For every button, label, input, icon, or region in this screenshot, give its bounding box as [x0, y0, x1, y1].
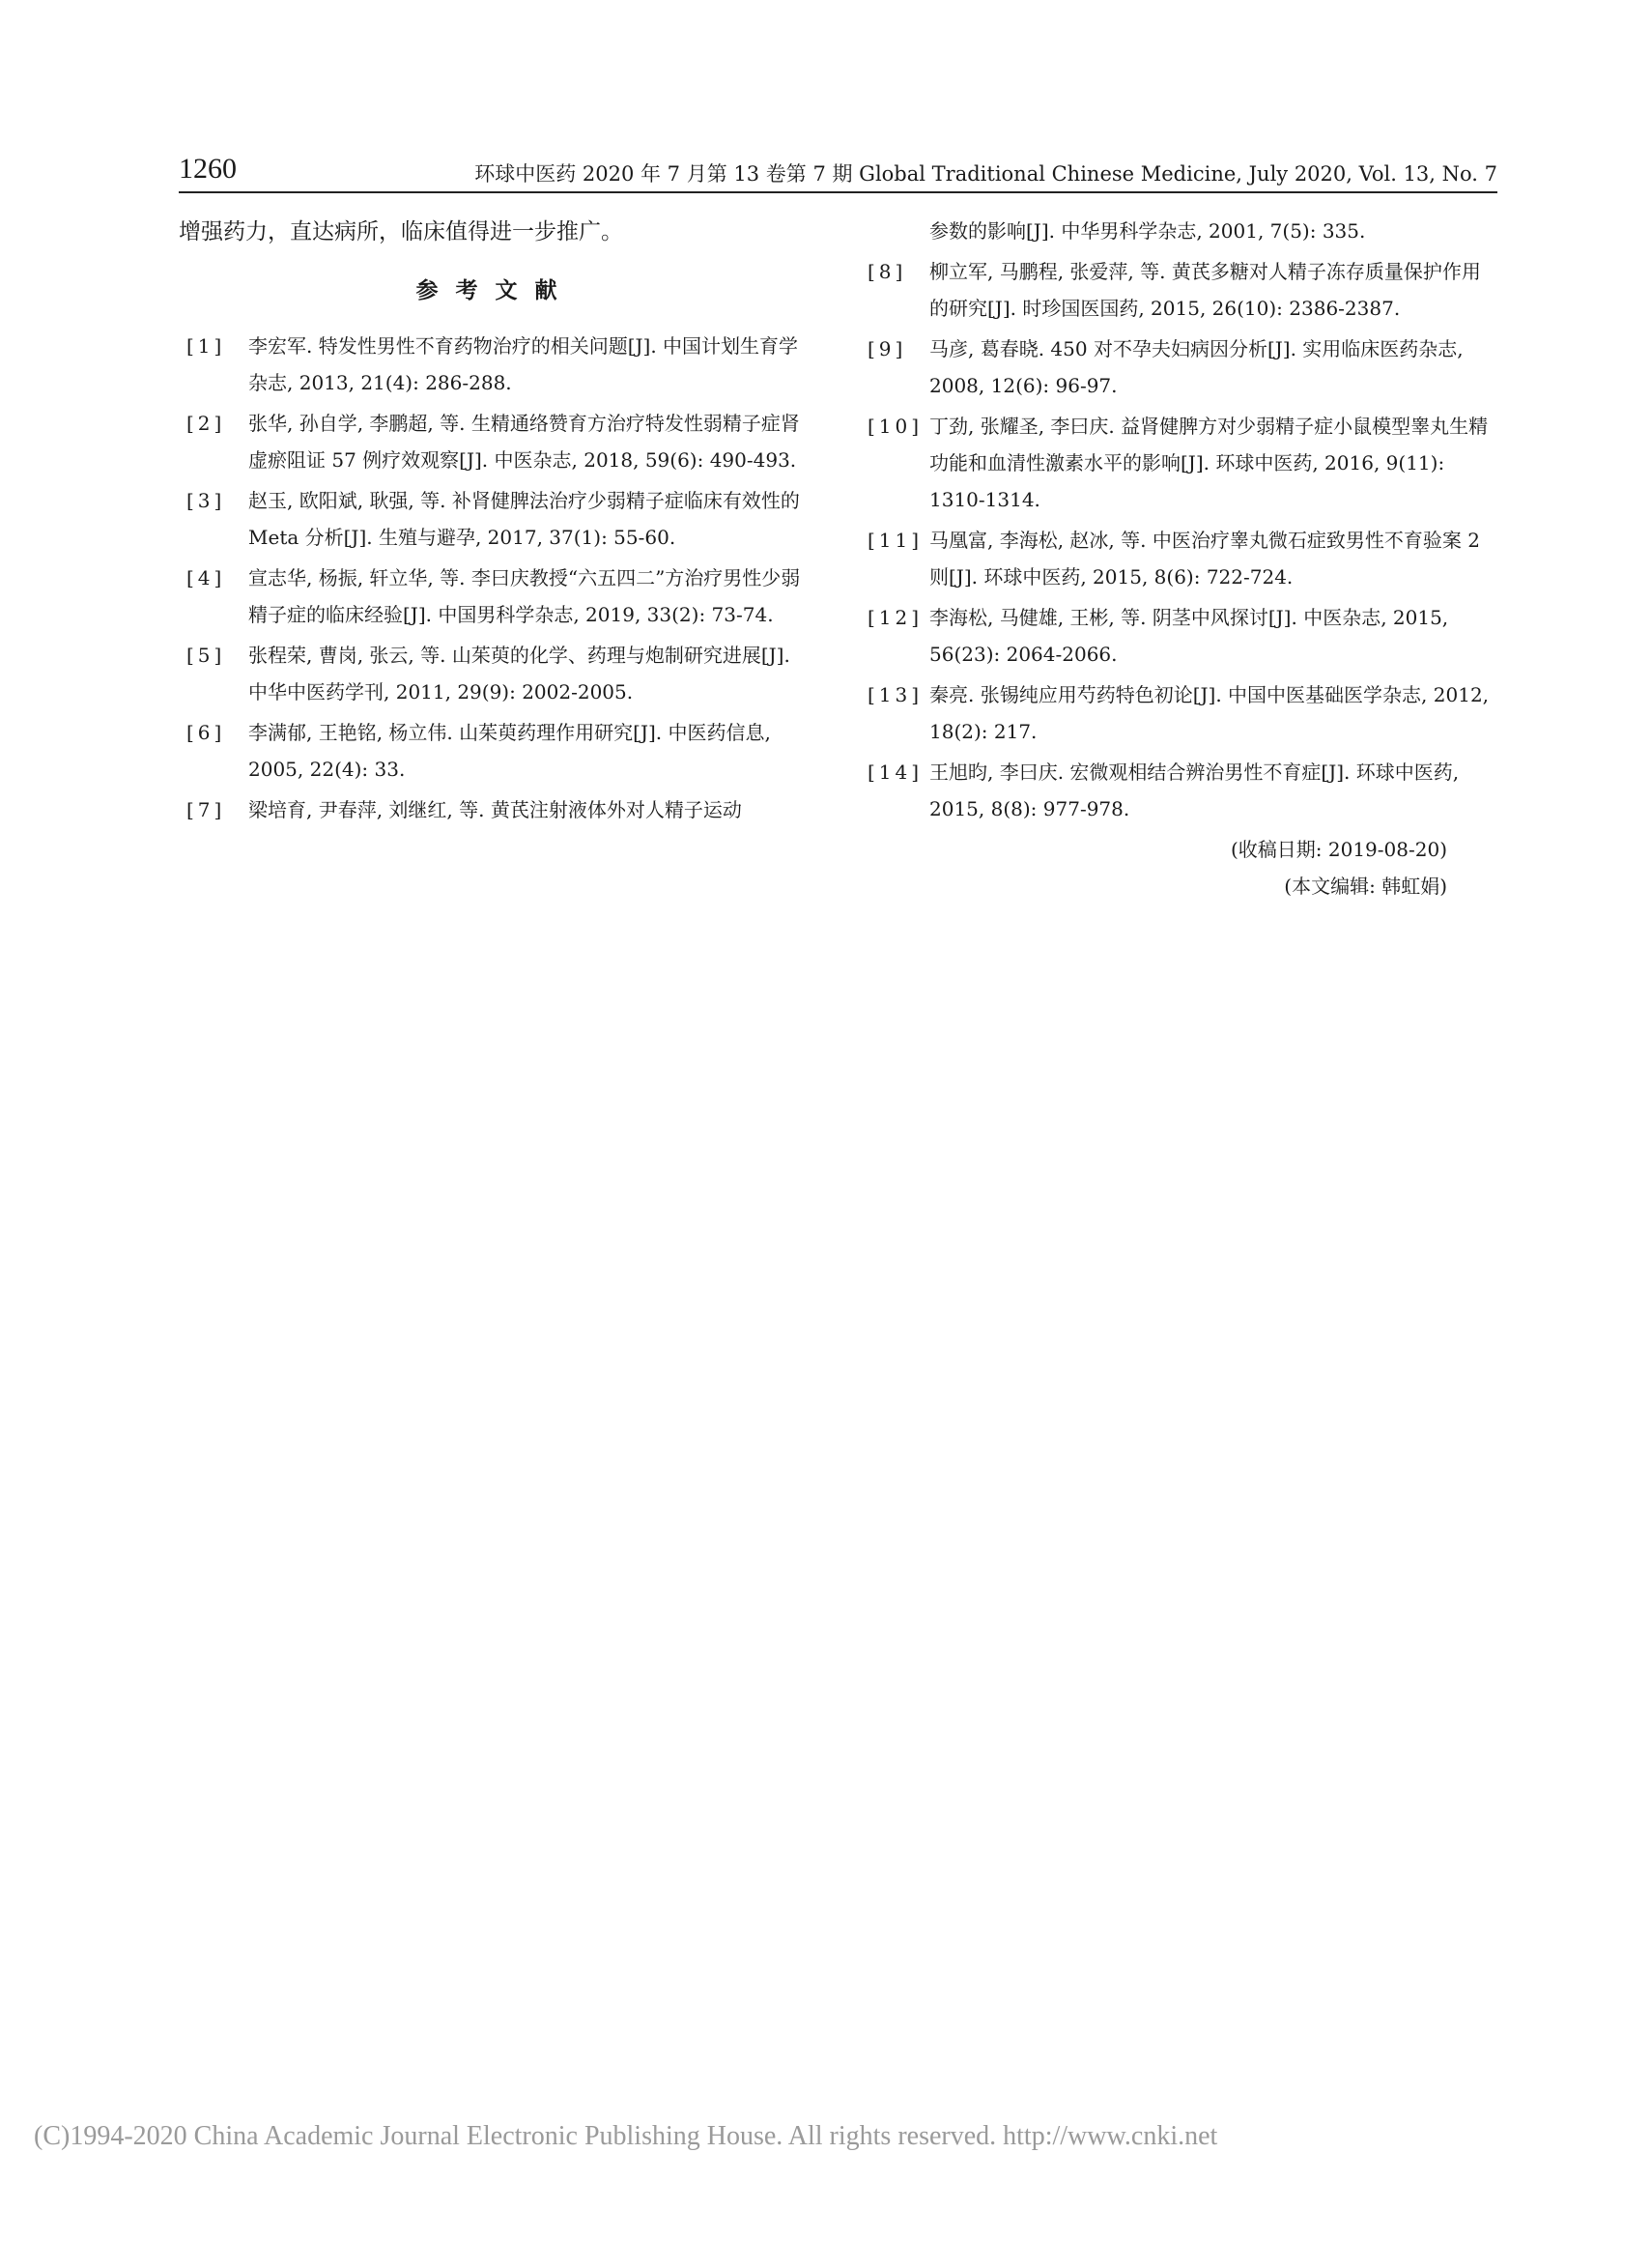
reference-text: 丁劲, 张耀圣, 李曰庆. 益肾健脾方对少弱精子症小鼠模型睾丸生精功能和血清性激素水平的影响[J]. 环球中医药, 2016, 9(11): 1310-1314.: [929, 415, 1489, 511]
reference-text: 马凰富, 李海松, 赵冰, 等. 中医治疗睾丸微石症致男性不育验案 2 则[J]. 环球中医药, 2015, 8(6): 722-724.: [929, 529, 1480, 589]
copyright-footer: (C)1994-2020 China Academic Journal Electronic Publishing House. All rights reserved. http://www.cnki.net: [34, 2121, 1218, 2151]
reference-item: [179, 482, 811, 556]
reference-number: [8]: [868, 260, 907, 283]
reference-number: [10]: [868, 415, 924, 438]
reference-text: 赵玉, 欧阳斌, 耿强, 等. 补肾健脾法治疗少弱精子症临床有效性的 Meta 分析[J]. 生殖与避孕, 2017, 37(1): 55-60.: [248, 489, 800, 549]
reference-number: [2]: [186, 412, 226, 435]
reference-number: [7]: [186, 798, 226, 821]
reference-number: [11]: [868, 529, 924, 552]
reference-item: [860, 253, 1497, 327]
reference-item: [179, 405, 811, 478]
left-column: [179, 213, 811, 832]
page-number: 1260: [179, 153, 237, 185]
reference-text: 梁培育, 尹春萍, 刘继红, 等. 黄芪注射液体外对人精子运动: [248, 798, 742, 821]
reference-number: [9]: [868, 337, 907, 360]
reference-number: [4]: [186, 566, 226, 589]
reference-number: [13]: [868, 683, 924, 706]
reference-item: [860, 408, 1497, 518]
reference-number: [6]: [186, 721, 226, 744]
reference-text: 李宏军. 特发性男性不育药物治疗的相关问题[J]. 中国计划生育学杂志, 2013, 21(4): 286-288.: [248, 334, 799, 394]
editor-note: (本文编辑: 韩虹娟): [1284, 875, 1447, 898]
right-column: [860, 213, 1497, 904]
reference-number: [12]: [868, 606, 924, 629]
reference-number: [5]: [186, 644, 226, 667]
journal-header-line: 环球中医药 2020 年 7 月第 13 卷第 7 期 Global Traditional Chinese Medicine, July 2020, Vol. 13, No. 7: [474, 162, 1497, 186]
reference-text: 李满郁, 王艳铭, 杨立伟. 山茱萸药理作用研究[J]. 中医药信息, 2005, 22(4): 33.: [248, 721, 771, 781]
reference-item: [179, 791, 811, 828]
reference-text: 张华, 孙自学, 李鹏超, 等. 生精通络赞育方治疗特发性弱精子症肾虚瘀阻证 57 例疗效观察[J]. 中医杂志, 2018, 59(6): 490-493.: [248, 412, 800, 472]
reference-number: [14]: [868, 761, 924, 784]
reference-item: [179, 328, 811, 401]
reference-text: 宣志华, 杨振, 轩立华, 等. 李曰庆教授“六五四二”方治疗男性少弱精子症的临床经验[J]. 中国男科学杂志, 2019, 33(2): 73-74.: [248, 566, 801, 626]
reference-number: [3]: [186, 489, 226, 512]
reference-text: 张程荣, 曹岗, 张云, 等. 山茱萸的化学、药理与炮制研究进展[J]. 中华中医药学刊, 2011, 29(9): 2002-2005.: [248, 644, 790, 703]
reference-text: 马彦, 葛春晓. 450 对不孕夫妇病因分析[J]. 实用临床医药杂志, 2008, 12(6): 96-97.: [929, 337, 1464, 397]
reference-item: [860, 754, 1497, 827]
references-heading: 参考文献: [415, 278, 575, 303]
reference-item: [179, 714, 811, 788]
reference-text: 李海松, 马健雄, 王彬, 等. 阴茎中风探讨[J]. 中医杂志, 2015, 56(23): 2064-2066.: [929, 606, 1449, 666]
reference-item: [860, 676, 1497, 750]
reference-item: [860, 599, 1497, 673]
reference-text: 秦亮. 张锡纯应用芍药特色初论[J]. 中国中医基础医学杂志, 2012, 18(2): 217.: [929, 683, 1490, 743]
reference-item: [179, 637, 811, 710]
closing-paragraph: 增强药力，直达病所，临床值得进一步推广。: [179, 219, 623, 244]
page-header: [179, 153, 1497, 193]
received-date: (收稿日期: 2019-08-20): [1230, 838, 1447, 861]
reference-continuation: 参数的影响[J]. 中华男科学杂志, 2001, 7(5): 335.: [929, 219, 1366, 243]
reference-text: 王旭昀, 李曰庆. 宏微观相结合辨治男性不育症[J]. 环球中医药, 2015, 8(8): 977-978.: [929, 761, 1460, 820]
reference-number: [1]: [186, 334, 226, 358]
reference-item: [860, 522, 1497, 595]
reference-item: [860, 330, 1497, 404]
reference-item: [179, 560, 811, 633]
reference-text: 柳立军, 马鹏程, 张爱萍, 等. 黄芪多糖对人精子冻存质量保护作用的研究[J]. 时珍国医国药, 2015, 26(10): 2386-2387.: [929, 260, 1481, 320]
